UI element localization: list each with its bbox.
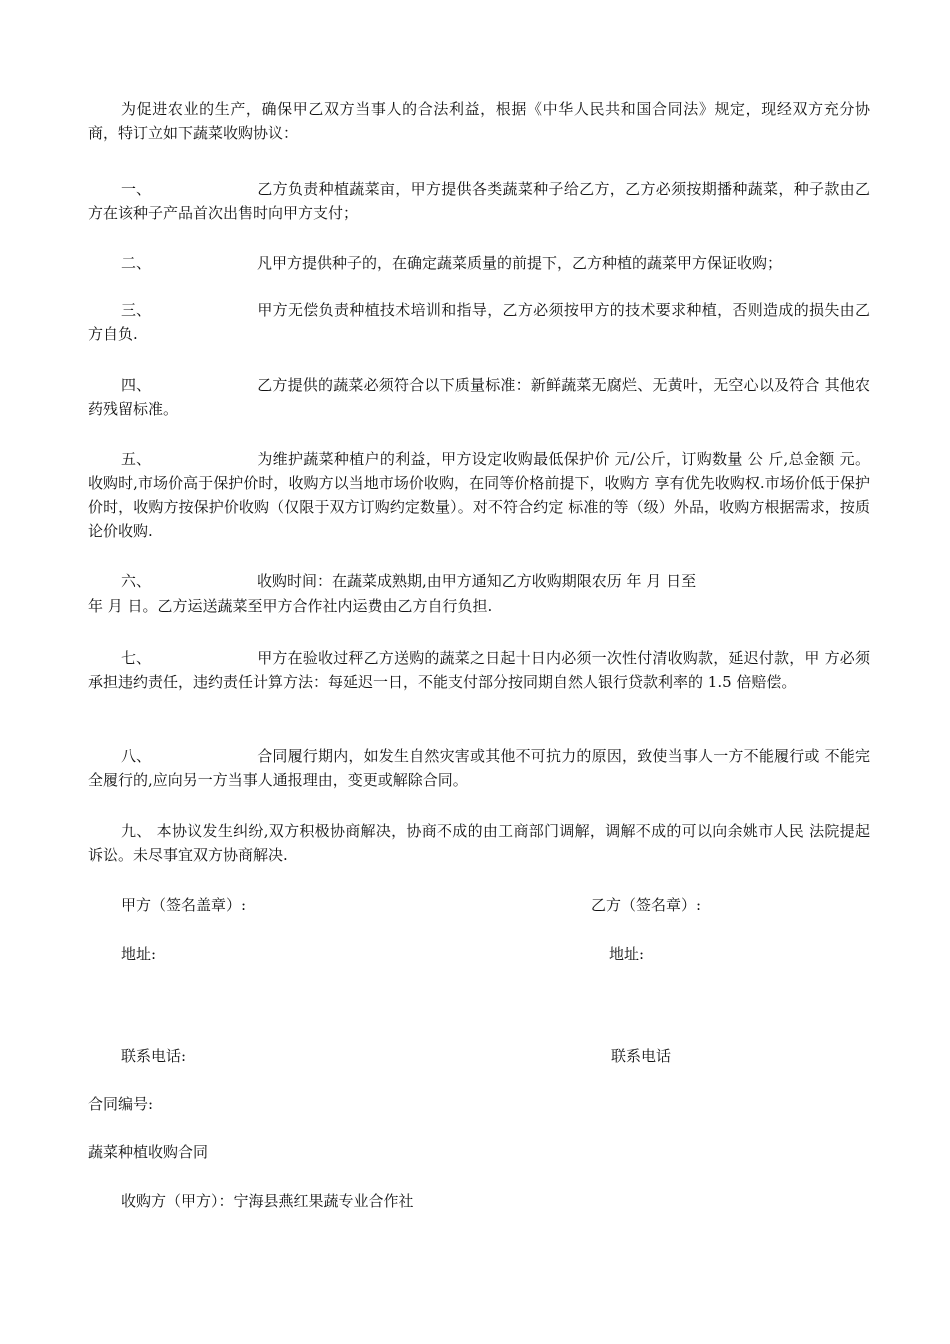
clause-4 — [88, 373, 870, 421]
document-title: 蔬菜种植收购合同 — [88, 1143, 209, 1161]
party-a-phone-label: 联系电话: — [121, 1047, 187, 1065]
intro-paragraph: 为促进农业的生产，确保甲乙双方当事人的合法利益，根据《中华人民共和国合同法》规定，现经双方充分协商，特订立如下蔬菜收购协议： — [88, 100, 870, 142]
clause-number: 九、 — [121, 822, 152, 840]
clause-number: 三、 — [121, 301, 152, 319]
clause-number: 七、 — [121, 649, 152, 667]
clause-1 — [88, 177, 870, 225]
clause-number: 五、 — [121, 450, 152, 468]
clause-text: 凡甲方提供种子的，在确定蔬菜质量的前提下，乙方种植的蔬菜甲方保证收购； — [257, 254, 783, 272]
clause-text: 乙方负责种植蔬菜亩，甲方提供各类蔬菜种子给乙方，乙方必须按期播种蔬菜，种子款由乙方在该种子产品首次出售时向甲方支付； — [88, 180, 870, 222]
party-b-signature-label: 乙方（签名章）: — [591, 896, 702, 914]
clause-number: 二、 — [121, 254, 152, 272]
clause-number: 四、 — [121, 376, 152, 394]
buyer-line: 收购方（甲方）：宁海县燕红果蔬专业合作社 — [121, 1192, 414, 1210]
clause-8 — [88, 744, 870, 792]
clause-number: 一、 — [121, 180, 152, 198]
clause-2 — [88, 251, 870, 275]
contract-number-label: 合同编号: — [88, 1095, 154, 1113]
party-a-address-label: 地址: — [121, 945, 157, 963]
clause-text: 合同履行期内，如发生自然灾害或其他不可抗力的原因，致使当事人一方不能履行或 不能完全履行的,应向另一方当事人通报理由，变更或解除合同。 — [88, 747, 870, 789]
clause-9 — [88, 819, 870, 867]
clause-5 — [88, 447, 870, 543]
clause-number: 六、 — [121, 572, 152, 590]
clause-6 — [88, 569, 870, 593]
clause-3 — [88, 298, 870, 346]
clause-7 — [88, 646, 870, 694]
clause-text: 本协议发生纠纷,双方积极协商解决，协商不成的由工商部门调解，调解不成的可以向余姚市人民 法院提起诉讼。未尽事宜双方协商解决. — [88, 822, 870, 864]
party-b-phone-label: 联系电话 — [611, 1047, 672, 1065]
clause-text: 为维护蔬菜种植户的利益，甲方设定收购最低保护价 元/公斤，订购数量 公 斤,总金额 元。收购时,市场价高于保护价时，收购方以当地市场价收购，在同等价格前提下，收购方 享有优先收购权.市场价低于保护价时，收购方按保护价收购（仅限于双方订购约定数量）。对不符合约定 标准的等（级）外品，收购方根据需求，按质论价收购. — [88, 450, 870, 540]
clause-text: 甲方在验收过秤乙方送购的蔬菜之日起十日内必须一次性付清收购款，延迟付款，甲 方必须承担违约责任，违约责任计算方法：每延迟一日，不能支付部分按同期自然人银行贷款利率的 1.5 倍赔偿。 — [88, 649, 870, 691]
party-b-address-label: 地址: — [609, 945, 645, 963]
party-a-signature-label: 甲方（签名盖章）: — [121, 896, 247, 914]
clause-text: 收购时间：在蔬菜成熟期,由甲方通知乙方收购期限农历 年 月 日至 — [257, 572, 697, 590]
clause-6-continued: 年 月 日。乙方运送蔬菜至甲方合作社内运费由乙方自行负担. — [88, 597, 493, 615]
clause-number: 八、 — [121, 747, 152, 765]
clause-text: 甲方无偿负责种植技术培训和指导，乙方必须按甲方的技术要求种植，否则造成的损失由乙方自负. — [88, 301, 870, 343]
clause-text: 乙方提供的蔬菜必须符合以下质量标准：新鲜蔬菜无腐烂、无黄叶，无空心以及符合 其他农药残留标准。 — [88, 376, 870, 418]
